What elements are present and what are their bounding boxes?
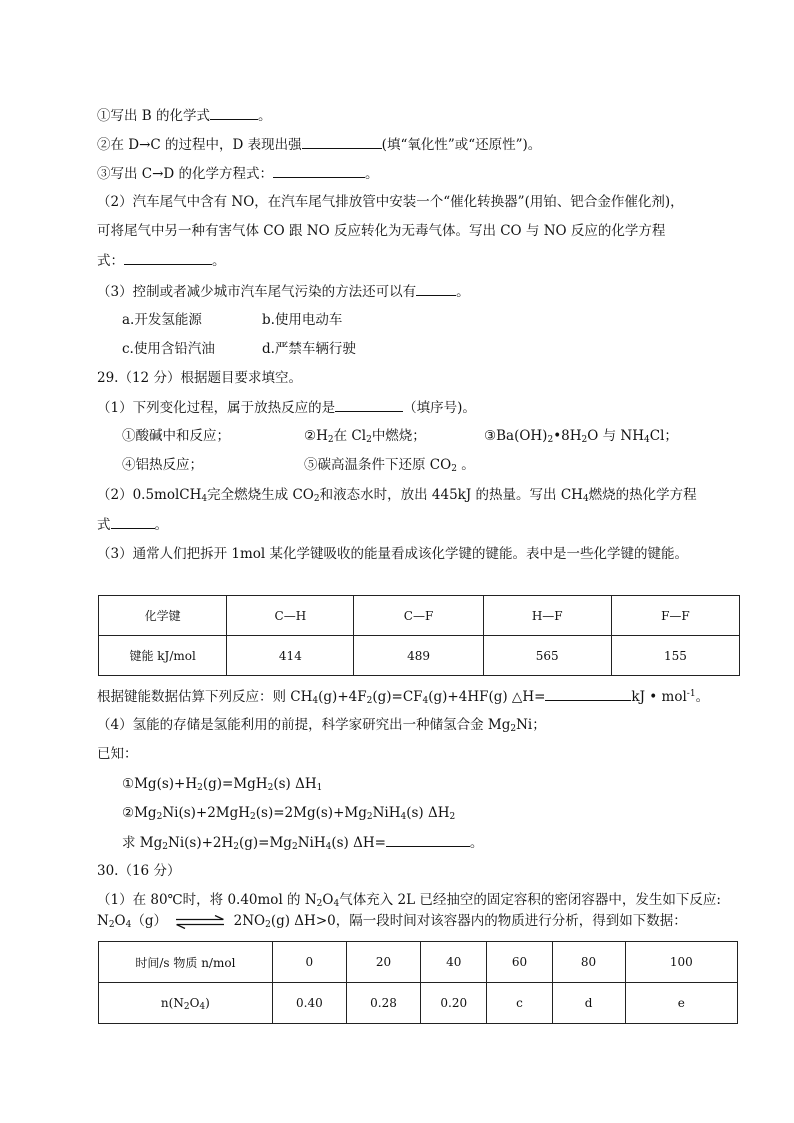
answer-blank[interactable] — [210, 106, 258, 120]
answer-blank[interactable] — [416, 282, 456, 296]
q29-part2-line1: （2）0.5molCH$_4$完全燃烧生成 $CO_2$和液态水时，放出 445kJ 的热量。写出 $CH_4$燃烧的热化学方程 — [97, 487, 697, 504]
item-3: $③Ba(OH)_2•8H_2O$ 与 $NH_4Cl$； — [484, 428, 678, 445]
table-header-cell: 60 — [487, 942, 552, 983]
answer-blank[interactable] — [124, 251, 212, 265]
table-row-label: $n(N_2O_4)$ — [99, 983, 273, 1024]
table-row — [99, 983, 738, 1024]
item-4: ④铝热反应； — [122, 457, 203, 473]
table-cell: 0.40 — [272, 983, 346, 1024]
q28-sub2: ②在 D→C 的过程中，D 表现出强 (填“氧化性”或“还原性”)。 — [97, 137, 542, 153]
table-header-cell: 100 — [625, 942, 737, 983]
table-header-cell: C—H — [227, 596, 354, 636]
option-d: d.严禁车辆行驶 — [262, 341, 356, 357]
q29-header: 29.（12 分）根据题目要求填空。 — [97, 370, 302, 386]
table-header-cell: 化学键 — [99, 596, 227, 636]
table-cell: 489 — [354, 636, 483, 676]
q30-part1: （1）在 80℃时，将 0.40mol 的 $N_2O_4$气体充入 2L 已经抽空的固定容积的密闭容器中，发生如下反应: — [97, 892, 721, 909]
table-header-cell: 40 — [421, 942, 487, 983]
item-5: ⑤碳高温条件下还原 $CO_2$ 。 — [304, 457, 475, 474]
answer-blank[interactable] — [111, 515, 155, 529]
table-cell: 155 — [611, 636, 739, 676]
table-cell: 414 — [227, 636, 354, 676]
bond-energy-table — [98, 595, 740, 676]
q29-calc-line: 根据键能数据估算下列反应：则 $CH_4(g)+4F_2(g)=CF_4(g)+4HF(g)$ △H= kJ • mol$^{-1}$。 — [97, 689, 710, 706]
table-cell: 565 — [483, 636, 611, 676]
q28-sub3: ③写出 C→D 的化学方程式： 。 — [97, 166, 379, 182]
table-header-cell: H—F — [483, 596, 611, 636]
table-header-cell: F—F — [611, 596, 739, 636]
answer-blank[interactable] — [386, 833, 470, 847]
option-b: b.使用电动车 — [262, 312, 343, 328]
table-row — [99, 596, 740, 636]
option-a: a.开发氢能源 — [122, 312, 202, 328]
table-row-label: 键能 kJ/mol — [99, 636, 227, 676]
q30-header: 30.（16 分） — [97, 863, 181, 879]
target-equation: 求 $Mg_2Ni(s)+2H_2(g)=Mg_2NiH_4(s)$ ΔH= 。 — [122, 835, 484, 852]
option-c: c.使用含铅汽油 — [122, 341, 215, 357]
table-header-cell: 20 — [346, 942, 420, 983]
q29-part1: （1）下列变化过程，属于放热反应的是 （填序号)。 — [97, 400, 476, 416]
q28-part2-line3: 式： 。 — [97, 253, 226, 269]
q28-part3: （3）控制或者减少城市汽车尾气污染的方法还可以有 。 — [97, 284, 470, 300]
n2o4-data-table — [98, 941, 738, 1024]
table-corner-cell: 时间/s 物质 n/mol — [99, 942, 273, 983]
q29-part4: （4）氢能的存储是氢能利用的前提，科学家研究出一种储氢合金 $Mg_2Ni$； — [97, 717, 546, 734]
q28-part2-line1: （2）汽车尾气中含有 NO，在汽车尾气排放管中安装一个“催化转换器”(用铂、钯合金作催化剂)， — [97, 194, 684, 210]
answer-blank[interactable] — [273, 164, 365, 178]
table-header-cell: 80 — [552, 942, 625, 983]
table-cell: 0.20 — [421, 983, 487, 1024]
table-row — [99, 942, 738, 983]
table-row — [99, 636, 740, 676]
table-cell: e — [625, 983, 737, 1024]
q29-part3: （3）通常人们把拆开 1mol 某化学键吸收的能量看成该化学键的键能。表中是一些化学键的键能。 — [97, 546, 689, 562]
table-header-cell: 0 — [272, 942, 346, 983]
q28-part2-line2: 可将尾气中另一种有害气体 CO 跟 NO 反应转化为无毒气体。写出 CO 与 NO 反应的化学方程 — [97, 223, 666, 239]
equation-1: $①Mg(s)+H_2(g)=MgH_2(s)$ $\Delta H_1$ — [122, 776, 323, 793]
item-1: ①酸碱中和反应； — [122, 428, 230, 444]
answer-blank[interactable] — [335, 398, 403, 412]
table-cell: c — [487, 983, 552, 1024]
answer-blank[interactable] — [302, 135, 382, 149]
equilibrium-arrow-icon — [175, 915, 225, 929]
table-cell: d — [552, 983, 625, 1024]
equation-2: $②Mg_2Ni(s)+2MgH_2(s)=2Mg(s)+Mg_2NiH_4(s)$ $\Delta H_2$ — [122, 805, 456, 822]
q29-part2-line2: 式 。 — [97, 517, 168, 533]
q30-reaction: $N_2O_4(g)$ $2NO_2(g)$ ΔH>0，隔一段时间对该容器内的物质进行分析，得到如下数据： — [97, 913, 687, 930]
table-cell: 0.28 — [346, 983, 420, 1024]
table-header-cell: C—F — [354, 596, 483, 636]
known-label: 已知： — [97, 746, 138, 762]
item-2: $②H_2$在 $Cl_2$中燃烧； — [304, 428, 426, 445]
q28-sub1: ①写出 B 的化学式 。 — [97, 108, 272, 124]
answer-blank[interactable] — [545, 687, 631, 701]
